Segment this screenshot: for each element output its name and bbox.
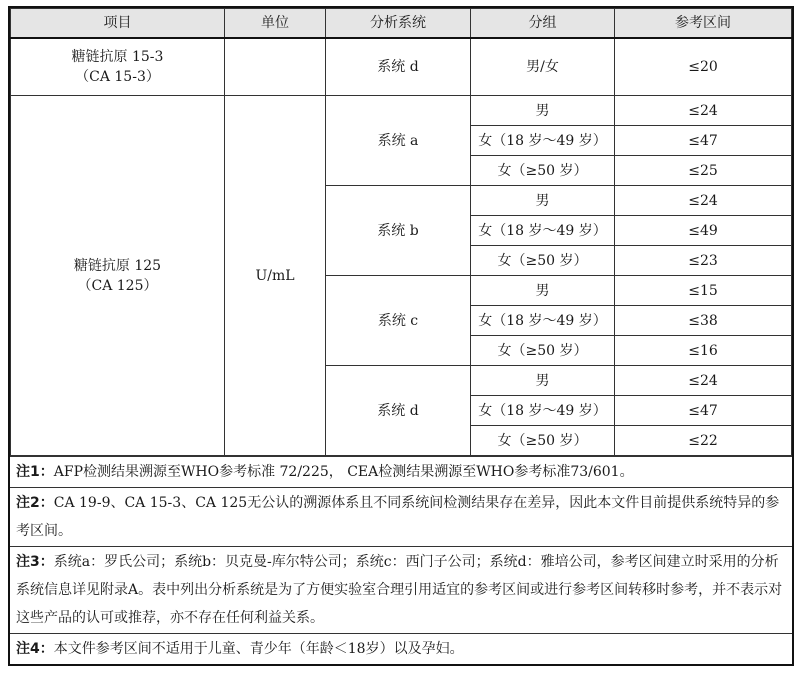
note-label: 注2： [16, 495, 54, 511]
item-name: 糖链抗原 15-3 [71, 49, 164, 65]
group-cell: 女（≥50 岁） [471, 156, 615, 186]
note-label: 注4： [16, 641, 54, 657]
group-cell: 女（≥50 岁） [471, 426, 615, 456]
system-cell: 系统 b [326, 186, 471, 276]
note-label: 注1： [16, 464, 54, 480]
header-unit: 单位 [225, 9, 326, 39]
header-group: 分组 [471, 9, 615, 39]
system-cell: 系统 d [326, 38, 471, 96]
reference-interval-table [10, 8, 792, 456]
system-cell: 系统 a [326, 96, 471, 186]
unit-cell: U/mL [225, 96, 326, 456]
note-text: 本文件参考区间不适用于儿童、青少年（年龄＜18岁）以及孕妇。 [53, 641, 464, 657]
group-cell: 男 [471, 96, 615, 126]
group-cell: 女（18 岁～49 岁） [471, 396, 615, 426]
table-row [11, 96, 792, 126]
note-2 [10, 487, 792, 546]
group-cell: 男 [471, 276, 615, 306]
group-cell: 女（18 岁～49 岁） [471, 126, 615, 156]
range-cell: ≤16 [615, 336, 792, 366]
range-cell: ≤22 [615, 426, 792, 456]
unit-cell [225, 38, 326, 96]
note-1 [10, 456, 792, 487]
item-cell [11, 96, 225, 456]
group-cell: 女（≥50 岁） [471, 246, 615, 276]
note-text: 系统a：罗氏公司；系统b：贝克曼-库尔特公司；系统c：西门子公司；系统d：雅培公司，参考区间建立时采用的分析系统信息详见附录A。表中列出分析系统是为了方便实验室合理引用适宜的参考区间或进行参考区间转移时参考，并不表示对这些产品的认可或推荐，亦不存在任何利益关系。 [16, 554, 783, 626]
group-cell: 女（18 岁～49 岁） [471, 306, 615, 336]
group-cell: 男/女 [471, 38, 615, 96]
header-item: 项目 [11, 9, 225, 39]
header-range: 参考区间 [615, 9, 792, 39]
range-cell: ≤25 [615, 156, 792, 186]
group-cell: 女（≥50 岁） [471, 336, 615, 366]
range-cell: ≤47 [615, 396, 792, 426]
note-3 [10, 546, 792, 633]
range-cell: ≤23 [615, 246, 792, 276]
note-label: 注3： [16, 554, 54, 570]
item-abbr: （CA 125） [77, 277, 158, 294]
note-4 [10, 633, 792, 664]
note-text: AFP检测结果溯源至WHO参考标准 72/225， CEA检测结果溯源至WHO参考标准73/601。 [53, 464, 634, 480]
reference-table-frame [8, 6, 794, 666]
range-cell: ≤20 [615, 38, 792, 96]
group-cell: 女（18 岁～49 岁） [471, 216, 615, 246]
range-cell: ≤47 [615, 126, 792, 156]
group-cell: 男 [471, 366, 615, 396]
header-system: 分析系统 [326, 9, 471, 39]
range-cell: ≤24 [615, 366, 792, 396]
note-text: CA 19-9、CA 15-3、CA 125无公认的溯源体系且不同系统间检测结果存在差异，因此本文件目前提供系统特异的参考区间。 [16, 495, 780, 539]
range-cell: ≤38 [615, 306, 792, 336]
notes-section [10, 456, 792, 664]
item-abbr: （CA 15-3） [75, 69, 160, 85]
range-cell: ≤24 [615, 186, 792, 216]
range-cell: ≤49 [615, 216, 792, 246]
item-cell [11, 38, 225, 96]
group-cell: 男 [471, 186, 615, 216]
range-cell: ≤24 [615, 96, 792, 126]
table-row [11, 38, 792, 96]
system-cell: 系统 d [326, 366, 471, 456]
item-name: 糖链抗原 125 [73, 257, 162, 274]
range-cell: ≤15 [615, 276, 792, 306]
table-header-row [11, 9, 792, 39]
system-cell: 系统 c [326, 276, 471, 366]
